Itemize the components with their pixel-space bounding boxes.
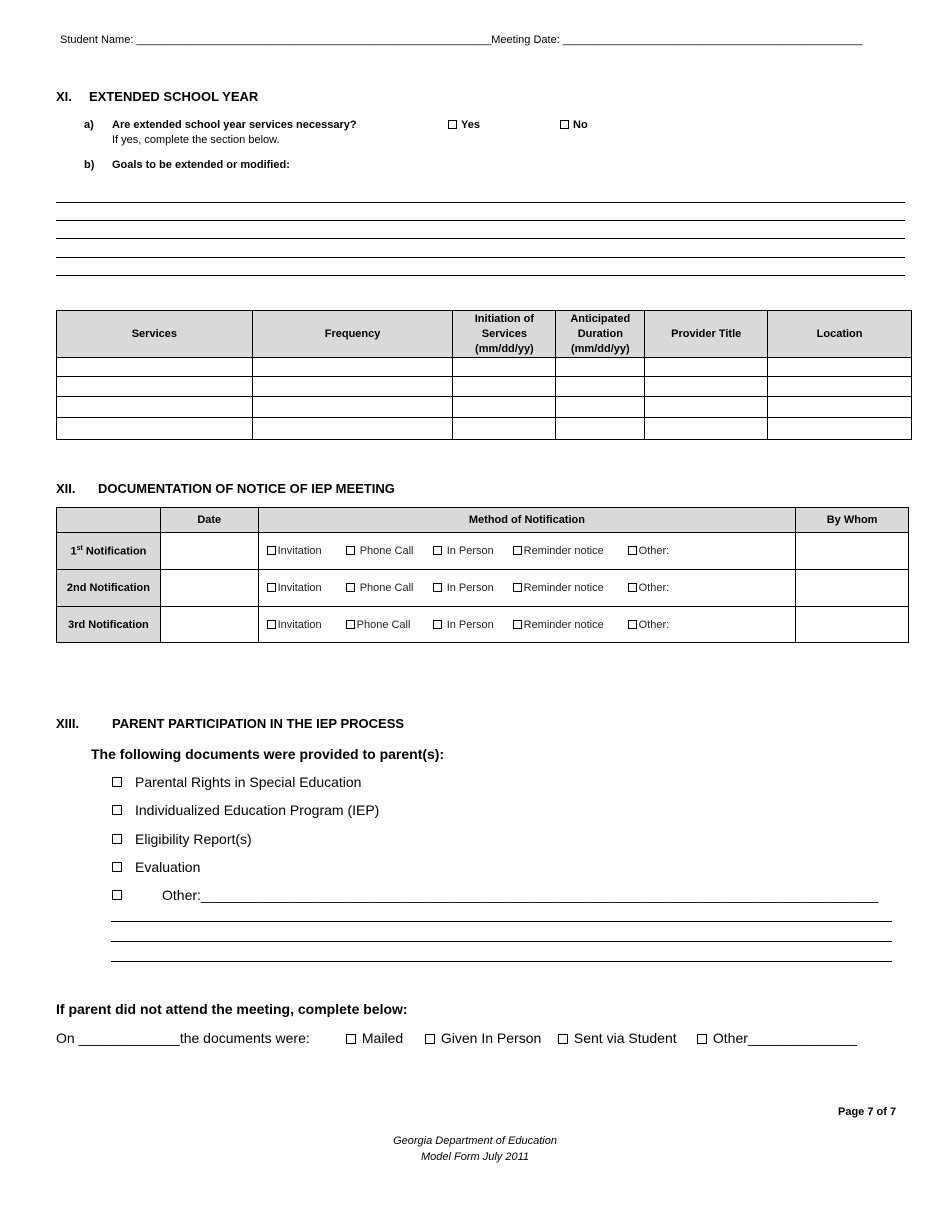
notification-row-2	[57, 570, 909, 607]
invitation-option[interactable]	[267, 619, 346, 631]
in-person-option[interactable]	[433, 582, 513, 594]
section-xi-number: XI.	[56, 89, 72, 104]
table-cell[interactable]	[768, 397, 912, 418]
table-cell[interactable]	[645, 397, 768, 418]
other-option[interactable]	[628, 582, 670, 594]
checkbox-icon[interactable]	[433, 546, 442, 555]
checkbox-icon[interactable]	[425, 1034, 435, 1044]
checkbox-icon[interactable]	[628, 620, 637, 629]
notification-row-3	[57, 607, 909, 643]
goals-line-4[interactable]	[56, 257, 905, 258]
given-label: Given In Person	[440, 1030, 542, 1046]
esy-services-table	[56, 310, 912, 440]
question-a-text: Are extended school year services necessary?	[112, 119, 357, 131]
checkbox-icon[interactable]	[346, 620, 355, 629]
checkbox-icon[interactable]	[346, 546, 355, 555]
table-cell[interactable]	[645, 418, 768, 440]
in-person-label: In Person	[446, 582, 494, 594]
col-services: Services	[57, 311, 253, 358]
checkbox-icon[interactable]	[513, 546, 522, 555]
mailed-label: Mailed	[361, 1030, 404, 1046]
goals-line-1[interactable]	[56, 202, 905, 203]
first-notification-number: 1	[70, 545, 77, 558]
col-method: Method of Notification	[258, 508, 796, 533]
no-checkbox[interactable]	[560, 120, 569, 129]
document-label: Individualized Education Program (IEP)	[135, 802, 380, 818]
section-xii-number: XII.	[56, 481, 76, 496]
other-label: Other:	[638, 545, 670, 557]
other-document-label: Other:	[162, 887, 201, 903]
no-label: No	[573, 119, 588, 131]
table-row	[57, 397, 912, 418]
table-cell[interactable]	[768, 377, 912, 397]
phone-call-label: Phone Call	[359, 545, 414, 557]
reminder-option[interactable]	[513, 582, 628, 594]
absent-line	[56, 1030, 310, 1046]
col-initiation	[453, 311, 556, 358]
checkbox-icon[interactable]	[112, 890, 122, 900]
on-label: On	[56, 1030, 75, 1046]
footer-org: Georgia Department of Education	[393, 1135, 557, 1147]
invitation-label: Invitation	[277, 545, 322, 557]
yes-label: Yes	[461, 119, 480, 131]
first-notification-text: Notification	[82, 545, 147, 558]
col-frequency: Frequency	[252, 311, 453, 358]
checkbox-icon[interactable]	[112, 834, 122, 844]
table-cell[interactable]	[645, 358, 768, 377]
meeting-date-label: Meeting Date:	[491, 34, 560, 46]
given-in-person-option[interactable]	[425, 1030, 541, 1046]
table-cell[interactable]	[453, 377, 556, 397]
table-cell[interactable]	[57, 418, 253, 440]
in-person-label: In Person	[446, 545, 494, 557]
footer-form: Model Form July 2011	[420, 1151, 529, 1163]
reminder-label: Reminder notice	[523, 545, 604, 557]
goals-line-5[interactable]	[56, 275, 905, 276]
other-label: Other:	[638, 582, 670, 594]
second-notification-label: 2nd Notification	[57, 570, 161, 607]
col-blank	[57, 508, 161, 533]
page-header	[60, 34, 863, 46]
section-xiii-number: XIII.	[56, 716, 80, 731]
col-date: Date	[160, 508, 258, 533]
in-person-option[interactable]	[433, 545, 513, 557]
section-xi-title: EXTENDED SCHOOL YEAR	[89, 89, 259, 104]
table-cell[interactable]	[57, 377, 253, 397]
on-date-field[interactable]: _____________	[78, 1030, 180, 1046]
yes-checkbox-option[interactable]	[448, 119, 480, 131]
table-cell[interactable]	[556, 358, 645, 377]
notification-date-cell[interactable]	[160, 570, 258, 607]
col-duration	[556, 311, 645, 358]
question-b-letter: b)	[84, 159, 95, 171]
method-cell	[258, 533, 796, 570]
table-cell[interactable]	[453, 358, 556, 377]
invitation-option[interactable]	[267, 582, 346, 594]
other-option[interactable]	[628, 619, 670, 631]
in-person-label: In Person	[446, 618, 494, 631]
table-cell[interactable]	[768, 358, 912, 377]
student-name-field[interactable]: __________________________________________________________	[136, 34, 492, 46]
question-a-subtext: If yes, complete the section below.	[112, 134, 280, 146]
table-cell[interactable]	[57, 358, 253, 377]
documents-were-label: the documents were:	[179, 1030, 310, 1046]
table-cell[interactable]	[768, 418, 912, 440]
col-initiation-line3: (mm/dd/yy)	[475, 342, 534, 355]
phone-call-option[interactable]	[346, 582, 433, 594]
section-xii-title: DOCUMENTATION OF NOTICE OF IEP MEETING	[98, 481, 395, 496]
reminder-option[interactable]	[513, 545, 628, 557]
table-cell[interactable]	[556, 418, 645, 440]
documents-intro: The following documents were provided to parent(s):	[91, 746, 445, 762]
checkbox-icon[interactable]	[112, 777, 122, 787]
no-checkbox-option[interactable]	[560, 119, 588, 131]
table-cell[interactable]	[645, 377, 768, 397]
reminder-label: Reminder notice	[523, 582, 604, 594]
reminder-option[interactable]	[513, 619, 628, 631]
col-initiation-line1: Initiation of	[474, 312, 535, 325]
other-option[interactable]	[628, 545, 670, 557]
other-line-2[interactable]	[111, 941, 892, 942]
checkbox-icon[interactable]	[112, 805, 122, 815]
absent-heading: If parent did not attend the meeting, complete below:	[56, 1001, 408, 1017]
table-cell[interactable]	[252, 418, 453, 440]
table-cell[interactable]	[252, 377, 453, 397]
sent-via-student-option[interactable]	[558, 1030, 677, 1046]
table-cell[interactable]	[556, 397, 645, 418]
checkbox-icon[interactable]	[267, 583, 276, 592]
first-notification-sup: st	[76, 544, 83, 552]
col-by-whom: By Whom	[796, 508, 909, 533]
goals-line-3[interactable]	[56, 238, 905, 239]
document-item-other[interactable]	[112, 887, 878, 903]
table-cell[interactable]	[453, 397, 556, 418]
document-label: Parental Rights in Special Education	[135, 774, 362, 790]
by-whom-cell[interactable]	[796, 533, 909, 570]
notification-date-cell[interactable]	[160, 533, 258, 570]
reminder-label: Reminder notice	[523, 618, 604, 631]
phone-call-option[interactable]	[346, 619, 433, 631]
table-row	[57, 377, 912, 397]
checkbox-icon[interactable]	[628, 583, 637, 592]
phone-call-label: Phone Call	[359, 582, 414, 594]
sent-label: Sent via Student	[573, 1030, 677, 1046]
table-cell[interactable]	[57, 397, 253, 418]
table-cell[interactable]	[252, 397, 453, 418]
question-a-letter: a)	[84, 119, 94, 131]
question-b-text: Goals to be extended or modified:	[112, 159, 290, 171]
page-number: Page 7 of 7	[838, 1106, 897, 1118]
col-initiation-line2: Services	[481, 327, 528, 340]
invitation-option[interactable]	[267, 545, 346, 557]
document-item-parental-rights[interactable]	[112, 774, 361, 790]
notice-table	[56, 507, 909, 643]
col-location: Location	[768, 311, 912, 358]
col-provider: Provider Title	[645, 311, 768, 358]
document-item-eligibility[interactable]	[112, 831, 252, 847]
other-line-3[interactable]	[111, 961, 892, 962]
col-duration-line3: (mm/dd/yy)	[570, 342, 630, 355]
checkbox-icon[interactable]	[558, 1034, 568, 1044]
document-item-evaluation[interactable]	[112, 859, 200, 875]
checkbox-icon[interactable]	[346, 583, 355, 592]
invitation-label: Invitation	[277, 582, 322, 594]
checkbox-icon[interactable]	[112, 862, 122, 872]
goals-line-2[interactable]	[56, 220, 905, 221]
col-duration-line2: Duration	[577, 327, 623, 340]
document-label: Evaluation	[135, 859, 201, 875]
by-whom-cell[interactable]	[796, 570, 909, 607]
document-label: Eligibility Report(s)	[135, 831, 252, 847]
checkbox-icon[interactable]	[433, 583, 442, 592]
method-cell	[258, 570, 796, 607]
third-notification-label: 3rd Notification	[57, 607, 161, 643]
absent-other-label: Other	[712, 1030, 748, 1046]
first-notification-label	[57, 533, 161, 570]
other-label: Other:	[638, 618, 670, 631]
absent-other-field[interactable]: ______________	[747, 1030, 857, 1046]
checkbox-icon[interactable]	[513, 620, 522, 629]
meeting-date-field[interactable]: _________________________________________________	[562, 34, 863, 46]
checkbox-icon[interactable]	[697, 1034, 707, 1044]
checkbox-icon[interactable]	[628, 546, 637, 555]
student-name-label: Student Name:	[60, 34, 134, 46]
phone-call-option[interactable]	[346, 545, 433, 557]
table-row	[57, 418, 912, 440]
col-duration-line1: Anticipated	[570, 312, 631, 325]
yes-checkbox[interactable]	[448, 120, 457, 129]
absent-other-option[interactable]	[697, 1030, 857, 1046]
checkbox-icon[interactable]	[513, 583, 522, 592]
other-document-field[interactable]: _______________________________________________________________________________________	[200, 887, 879, 903]
table-cell[interactable]	[252, 358, 453, 377]
document-item-iep[interactable]	[112, 802, 379, 818]
by-whom-cell[interactable]	[796, 607, 909, 643]
checkbox-icon[interactable]	[267, 620, 276, 629]
invitation-label: Invitation	[277, 618, 322, 631]
section-xiii-title: PARENT PARTICIPATION IN THE IEP PROCESS	[112, 716, 405, 731]
checkbox-icon[interactable]	[433, 620, 442, 629]
checkbox-icon[interactable]	[346, 1034, 356, 1044]
table-cell[interactable]	[453, 418, 556, 440]
table-row	[57, 358, 912, 377]
notification-date-cell[interactable]	[160, 607, 258, 643]
in-person-option[interactable]	[433, 619, 513, 631]
method-cell	[258, 607, 796, 643]
mailed-option[interactable]	[346, 1030, 403, 1046]
notification-row-1	[57, 533, 909, 570]
checkbox-icon[interactable]	[267, 546, 276, 555]
other-line-1[interactable]	[111, 921, 892, 922]
table-cell[interactable]	[556, 377, 645, 397]
phone-call-label: Phone Call	[356, 618, 411, 631]
